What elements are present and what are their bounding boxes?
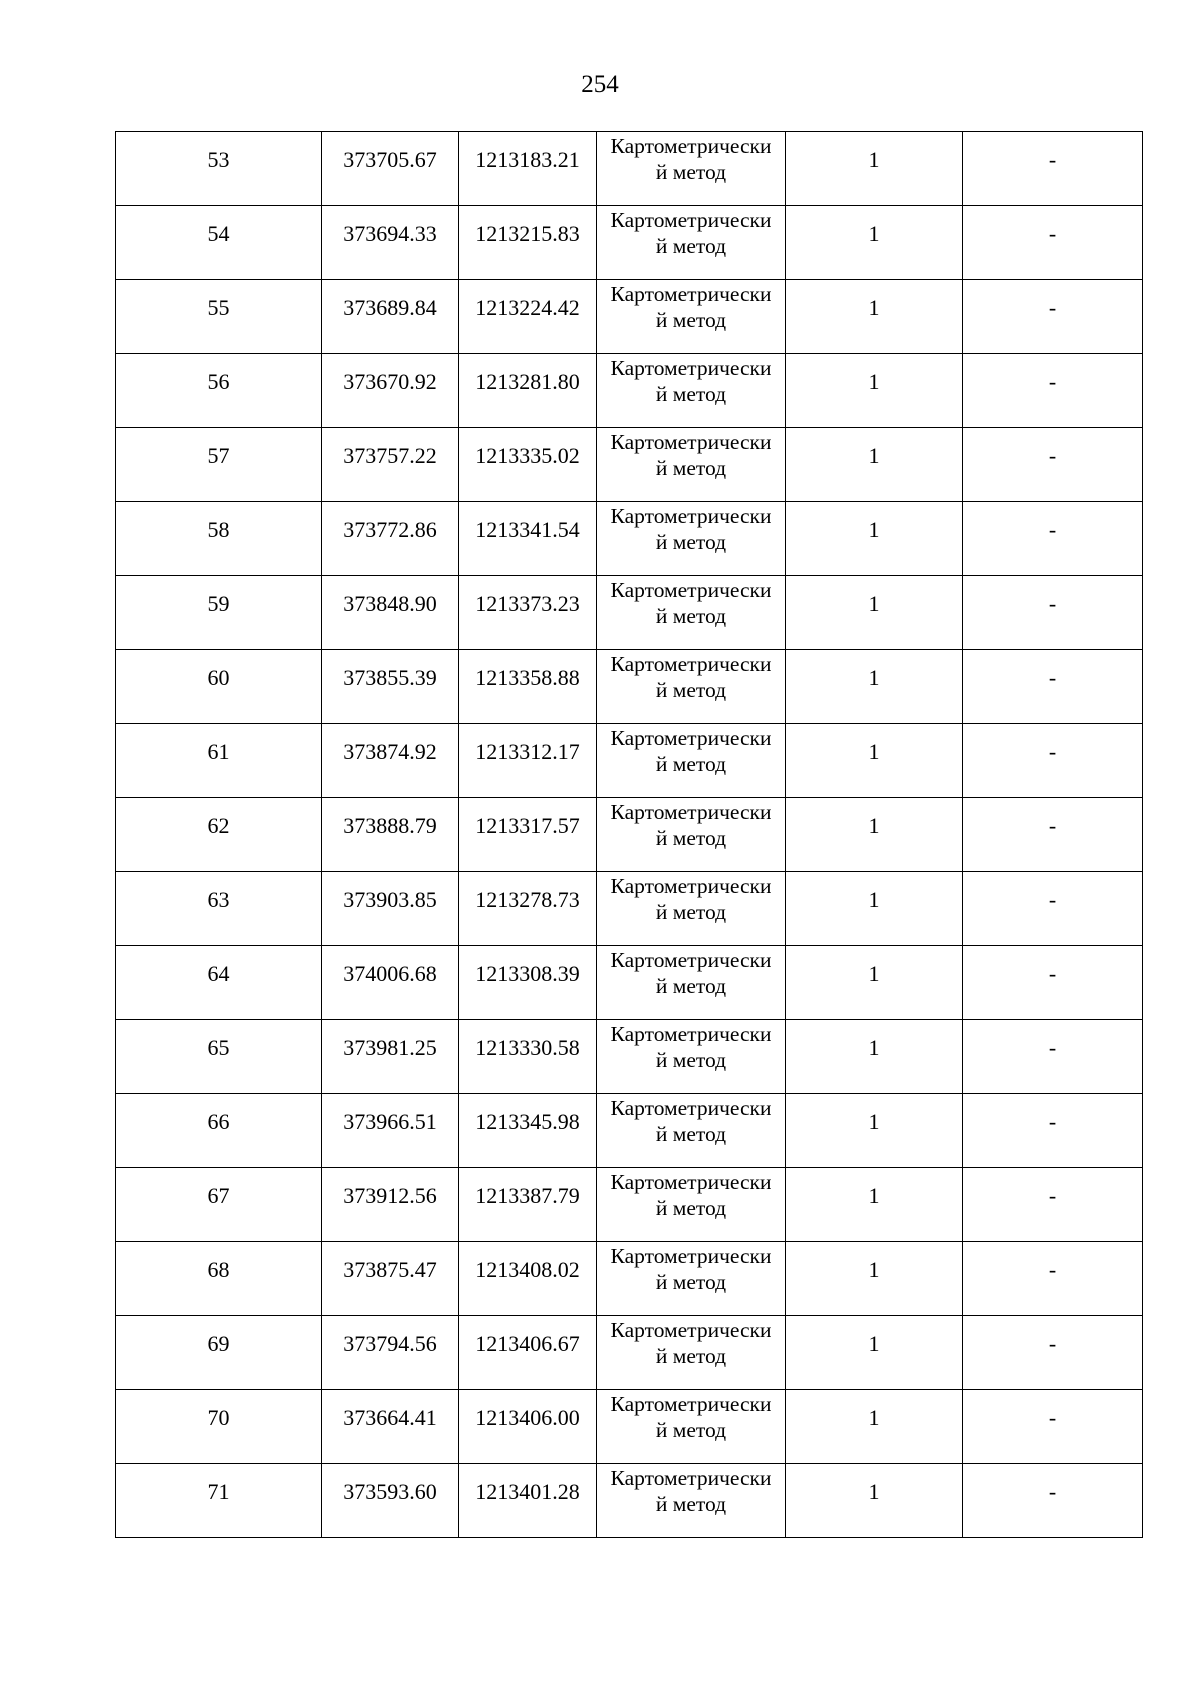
x-coordinate-cell [322, 280, 459, 354]
note-cell [963, 650, 1143, 724]
y-coordinate: 1213358.88 [475, 665, 580, 690]
method-line-2: й метод [655, 1122, 727, 1146]
table-row [116, 132, 1143, 206]
table-row [116, 1242, 1143, 1316]
point-number-cell [116, 1094, 322, 1168]
accuracy-value: 1 [868, 1479, 880, 1504]
y-coordinate: 1213317.57 [475, 813, 580, 838]
table-row [116, 502, 1143, 576]
point-number: 58 [207, 517, 230, 542]
point-number: 65 [207, 1035, 230, 1060]
note-value: - [1048, 665, 1057, 690]
point-number-cell [116, 280, 322, 354]
point-number-cell [116, 576, 322, 650]
y-coordinate-cell [459, 206, 597, 280]
y-coordinate-cell [459, 872, 597, 946]
x-coordinate-cell [322, 354, 459, 428]
y-coordinate-cell [459, 428, 597, 502]
accuracy-value: 1 [868, 887, 880, 912]
method-line-1: Картометрически [610, 578, 772, 602]
y-coordinate: 1213406.00 [475, 1405, 580, 1430]
point-number: 56 [207, 369, 230, 394]
note-value: - [1048, 1331, 1057, 1356]
accuracy-cell [786, 650, 963, 724]
point-number-cell [116, 1242, 322, 1316]
method-line-2: й метод [655, 604, 727, 628]
point-number: 61 [207, 739, 230, 764]
method-cell [597, 132, 786, 206]
y-coordinate-cell [459, 1168, 597, 1242]
method-line-1: Картометрически [610, 874, 772, 898]
y-coordinate-cell [459, 1242, 597, 1316]
accuracy-cell [786, 354, 963, 428]
y-coordinate-cell [459, 650, 597, 724]
y-coordinate-cell [459, 798, 597, 872]
point-number-cell [116, 1390, 322, 1464]
coordinates-table-body [116, 132, 1143, 1538]
point-number: 68 [207, 1257, 230, 1282]
x-coordinate-cell [322, 132, 459, 206]
table-row [116, 724, 1143, 798]
accuracy-value: 1 [868, 1183, 880, 1208]
method-line-2: й метод [655, 678, 727, 702]
method-cell [597, 1242, 786, 1316]
point-number: 64 [207, 961, 230, 986]
table-row [116, 1168, 1143, 1242]
method-line-1: Картометрически [610, 208, 772, 232]
method-line-2: й метод [655, 1048, 727, 1072]
method-line-1: Картометрически [610, 356, 772, 380]
y-coordinate-cell [459, 1464, 597, 1538]
x-coordinate-cell [322, 428, 459, 502]
x-coordinate-cell [322, 872, 459, 946]
y-coordinate-cell [459, 946, 597, 1020]
point-number: 53 [207, 147, 230, 172]
method-cell [597, 428, 786, 502]
table-row [116, 1316, 1143, 1390]
x-coordinate-cell [322, 1168, 459, 1242]
point-number: 71 [207, 1479, 230, 1504]
note-value: - [1048, 1109, 1057, 1134]
point-number-cell [116, 502, 322, 576]
note-cell [963, 946, 1143, 1020]
note-value: - [1048, 295, 1057, 320]
accuracy-value: 1 [868, 813, 880, 838]
accuracy-value: 1 [868, 1035, 880, 1060]
note-cell [963, 1390, 1143, 1464]
y-coordinate: 1213330.58 [475, 1035, 580, 1060]
accuracy-cell [786, 132, 963, 206]
accuracy-value: 1 [868, 369, 880, 394]
accuracy-value: 1 [868, 221, 880, 246]
y-coordinate: 1213401.28 [475, 1479, 580, 1504]
note-value: - [1048, 591, 1057, 616]
y-coordinate: 1213183.21 [475, 147, 580, 172]
point-number-cell [116, 354, 322, 428]
point-number: 62 [207, 813, 230, 838]
accuracy-value: 1 [868, 443, 880, 468]
x-coordinate: 373772.86 [343, 517, 437, 542]
point-number: 69 [207, 1331, 230, 1356]
method-line-1: Картометрически [610, 282, 772, 306]
accuracy-value: 1 [868, 1109, 880, 1134]
x-coordinate: 373966.51 [343, 1109, 437, 1134]
method-cell [597, 1094, 786, 1168]
point-number-cell [116, 1020, 322, 1094]
method-cell [597, 1020, 786, 1094]
x-coordinate-cell [322, 1316, 459, 1390]
note-cell [963, 132, 1143, 206]
table-row [116, 428, 1143, 502]
note-value: - [1048, 443, 1057, 468]
method-line-2: й метод [655, 530, 727, 554]
note-value: - [1048, 961, 1057, 986]
method-line-1: Картометрически [610, 948, 772, 972]
x-coordinate-cell [322, 1020, 459, 1094]
table-row [116, 872, 1143, 946]
y-coordinate: 1213224.42 [475, 295, 580, 320]
accuracy-value: 1 [868, 591, 880, 616]
note-cell [963, 280, 1143, 354]
method-cell [597, 1464, 786, 1538]
y-coordinate-cell [459, 724, 597, 798]
point-number-cell [116, 428, 322, 502]
method-line-1: Картометрически [610, 800, 772, 824]
y-coordinate-cell [459, 576, 597, 650]
y-coordinate: 1213406.67 [475, 1331, 580, 1356]
method-line-1: Картометрически [610, 1466, 772, 1490]
x-coordinate-cell [322, 946, 459, 1020]
point-number: 54 [207, 221, 230, 246]
table-row [116, 946, 1143, 1020]
note-cell [963, 1168, 1143, 1242]
table-row [116, 1094, 1143, 1168]
method-cell [597, 280, 786, 354]
point-number-cell [116, 650, 322, 724]
x-coordinate: 373874.92 [343, 739, 437, 764]
note-cell [963, 1094, 1143, 1168]
method-cell [597, 798, 786, 872]
point-number: 70 [207, 1405, 230, 1430]
x-coordinate-cell [322, 1464, 459, 1538]
x-coordinate-cell [322, 206, 459, 280]
x-coordinate: 373694.33 [343, 221, 437, 246]
point-number-cell [116, 1464, 322, 1538]
note-value: - [1048, 517, 1057, 542]
method-line-2: й метод [655, 1344, 727, 1368]
note-value: - [1048, 369, 1057, 394]
accuracy-cell [786, 1464, 963, 1538]
x-coordinate-cell [322, 576, 459, 650]
table-row [116, 650, 1143, 724]
y-coordinate: 1213335.02 [475, 443, 580, 468]
y-coordinate: 1213373.23 [475, 591, 580, 616]
method-line-2: й метод [655, 1492, 727, 1516]
method-line-2: й метод [655, 1270, 727, 1294]
y-coordinate-cell [459, 1094, 597, 1168]
point-number: 57 [207, 443, 230, 468]
note-cell [963, 1242, 1143, 1316]
x-coordinate-cell [322, 1390, 459, 1464]
note-cell [963, 502, 1143, 576]
x-coordinate: 373689.84 [343, 295, 437, 320]
point-number: 67 [207, 1183, 230, 1208]
table-row [116, 206, 1143, 280]
x-coordinate-cell [322, 650, 459, 724]
accuracy-cell [786, 1020, 963, 1094]
method-line-1: Картометрически [610, 652, 772, 676]
method-line-1: Картометрически [610, 1022, 772, 1046]
point-number-cell [116, 872, 322, 946]
table-row [116, 1020, 1143, 1094]
method-cell [597, 206, 786, 280]
accuracy-cell [786, 1168, 963, 1242]
method-cell [597, 1168, 786, 1242]
accuracy-value: 1 [868, 961, 880, 986]
point-number-cell [116, 132, 322, 206]
table-row [116, 280, 1143, 354]
note-value: - [1048, 1479, 1057, 1504]
x-coordinate: 373705.67 [343, 147, 437, 172]
method-line-2: й метод [655, 234, 727, 258]
x-coordinate: 373593.60 [343, 1479, 437, 1504]
y-coordinate: 1213278.73 [475, 887, 580, 912]
method-cell [597, 946, 786, 1020]
note-value: - [1048, 1183, 1057, 1208]
y-coordinate-cell [459, 132, 597, 206]
point-number: 60 [207, 665, 230, 690]
table-row [116, 1464, 1143, 1538]
note-cell [963, 428, 1143, 502]
accuracy-value: 1 [868, 1257, 880, 1282]
table-row [116, 354, 1143, 428]
method-line-2: й метод [655, 1196, 727, 1220]
x-coordinate: 373903.85 [343, 887, 437, 912]
accuracy-cell [786, 946, 963, 1020]
method-line-2: й метод [655, 382, 727, 406]
y-coordinate: 1213215.83 [475, 221, 580, 246]
method-line-2: й метод [655, 974, 727, 998]
x-coordinate: 373670.92 [343, 369, 437, 394]
y-coordinate: 1213341.54 [475, 517, 580, 542]
method-line-1: Картометрически [610, 1318, 772, 1342]
note-cell [963, 1464, 1143, 1538]
note-value: - [1048, 739, 1057, 764]
accuracy-value: 1 [868, 739, 880, 764]
x-coordinate-cell [322, 502, 459, 576]
x-coordinate-cell [322, 1242, 459, 1316]
table-row [116, 576, 1143, 650]
x-coordinate-cell [322, 1094, 459, 1168]
method-cell [597, 650, 786, 724]
method-cell [597, 354, 786, 428]
point-number-cell [116, 798, 322, 872]
accuracy-cell [786, 872, 963, 946]
note-cell [963, 576, 1143, 650]
accuracy-cell [786, 1094, 963, 1168]
method-line-2: й метод [655, 1418, 727, 1442]
method-line-2: й метод [655, 900, 727, 924]
method-line-2: й метод [655, 308, 727, 332]
accuracy-cell [786, 280, 963, 354]
y-coordinate-cell [459, 1020, 597, 1094]
note-cell [963, 724, 1143, 798]
table-row [116, 1390, 1143, 1464]
x-coordinate: 373664.41 [343, 1405, 437, 1430]
x-coordinate: 373855.39 [343, 665, 437, 690]
accuracy-value: 1 [868, 517, 880, 542]
table-row [116, 798, 1143, 872]
accuracy-value: 1 [868, 665, 880, 690]
note-value: - [1048, 1257, 1057, 1282]
accuracy-cell [786, 1242, 963, 1316]
y-coordinate-cell [459, 502, 597, 576]
x-coordinate-cell [322, 724, 459, 798]
point-number: 59 [207, 591, 230, 616]
method-cell [597, 1316, 786, 1390]
x-coordinate: 373912.56 [343, 1183, 437, 1208]
note-cell [963, 1020, 1143, 1094]
y-coordinate: 1213387.79 [475, 1183, 580, 1208]
page-number: 254 [581, 71, 619, 98]
method-line-2: й метод [655, 456, 727, 480]
method-line-1: Картометрически [610, 1244, 772, 1268]
accuracy-value: 1 [868, 147, 880, 172]
x-coordinate: 373848.90 [343, 591, 437, 616]
x-coordinate-cell [322, 798, 459, 872]
point-number: 66 [207, 1109, 230, 1134]
accuracy-cell [786, 428, 963, 502]
note-value: - [1048, 221, 1057, 246]
method-cell [597, 1390, 786, 1464]
method-line-1: Картометрически [610, 1170, 772, 1194]
method-line-1: Картометрически [610, 1096, 772, 1120]
accuracy-value: 1 [868, 295, 880, 320]
y-coordinate: 1213281.80 [475, 369, 580, 394]
accuracy-value: 1 [868, 1331, 880, 1356]
note-value: - [1048, 813, 1057, 838]
method-cell [597, 872, 786, 946]
method-line-1: Картометрически [610, 1392, 772, 1416]
y-coordinate-cell [459, 354, 597, 428]
note-cell [963, 1316, 1143, 1390]
method-cell [597, 502, 786, 576]
y-coordinate: 1213308.39 [475, 961, 580, 986]
point-number-cell [116, 1168, 322, 1242]
note-value: - [1048, 147, 1057, 172]
y-coordinate: 1213345.98 [475, 1109, 580, 1134]
note-cell [963, 872, 1143, 946]
accuracy-cell [786, 502, 963, 576]
method-line-1: Картометрически [610, 726, 772, 750]
method-line-1: Картометрически [610, 134, 772, 158]
accuracy-cell [786, 576, 963, 650]
y-coordinate: 1213408.02 [475, 1257, 580, 1282]
point-number-cell [116, 1316, 322, 1390]
note-cell [963, 798, 1143, 872]
method-line-1: Картометрически [610, 504, 772, 528]
x-coordinate: 374006.68 [343, 961, 437, 986]
coordinates-table [115, 131, 1143, 1538]
x-coordinate: 373757.22 [343, 443, 437, 468]
x-coordinate: 373888.79 [343, 813, 437, 838]
y-coordinate: 1213312.17 [475, 739, 580, 764]
x-coordinate: 373981.25 [343, 1035, 437, 1060]
method-line-1: Картометрически [610, 430, 772, 454]
accuracy-value: 1 [868, 1405, 880, 1430]
point-number: 55 [207, 295, 230, 320]
x-coordinate: 373875.47 [343, 1257, 437, 1282]
accuracy-cell [786, 206, 963, 280]
note-value: - [1048, 1405, 1057, 1430]
method-line-2: й метод [655, 826, 727, 850]
note-value: - [1048, 1035, 1057, 1060]
method-cell [597, 576, 786, 650]
point-number: 63 [207, 887, 230, 912]
note-cell [963, 354, 1143, 428]
accuracy-cell [786, 798, 963, 872]
accuracy-cell [786, 1390, 963, 1464]
point-number-cell [116, 206, 322, 280]
accuracy-cell [786, 724, 963, 798]
method-cell [597, 724, 786, 798]
point-number-cell [116, 724, 322, 798]
x-coordinate: 373794.56 [343, 1331, 437, 1356]
accuracy-cell [786, 1316, 963, 1390]
note-value: - [1048, 887, 1057, 912]
method-line-2: й метод [655, 752, 727, 776]
y-coordinate-cell [459, 1316, 597, 1390]
note-cell [963, 206, 1143, 280]
method-line-2: й метод [655, 160, 727, 184]
y-coordinate-cell [459, 1390, 597, 1464]
point-number-cell [116, 946, 322, 1020]
y-coordinate-cell [459, 280, 597, 354]
